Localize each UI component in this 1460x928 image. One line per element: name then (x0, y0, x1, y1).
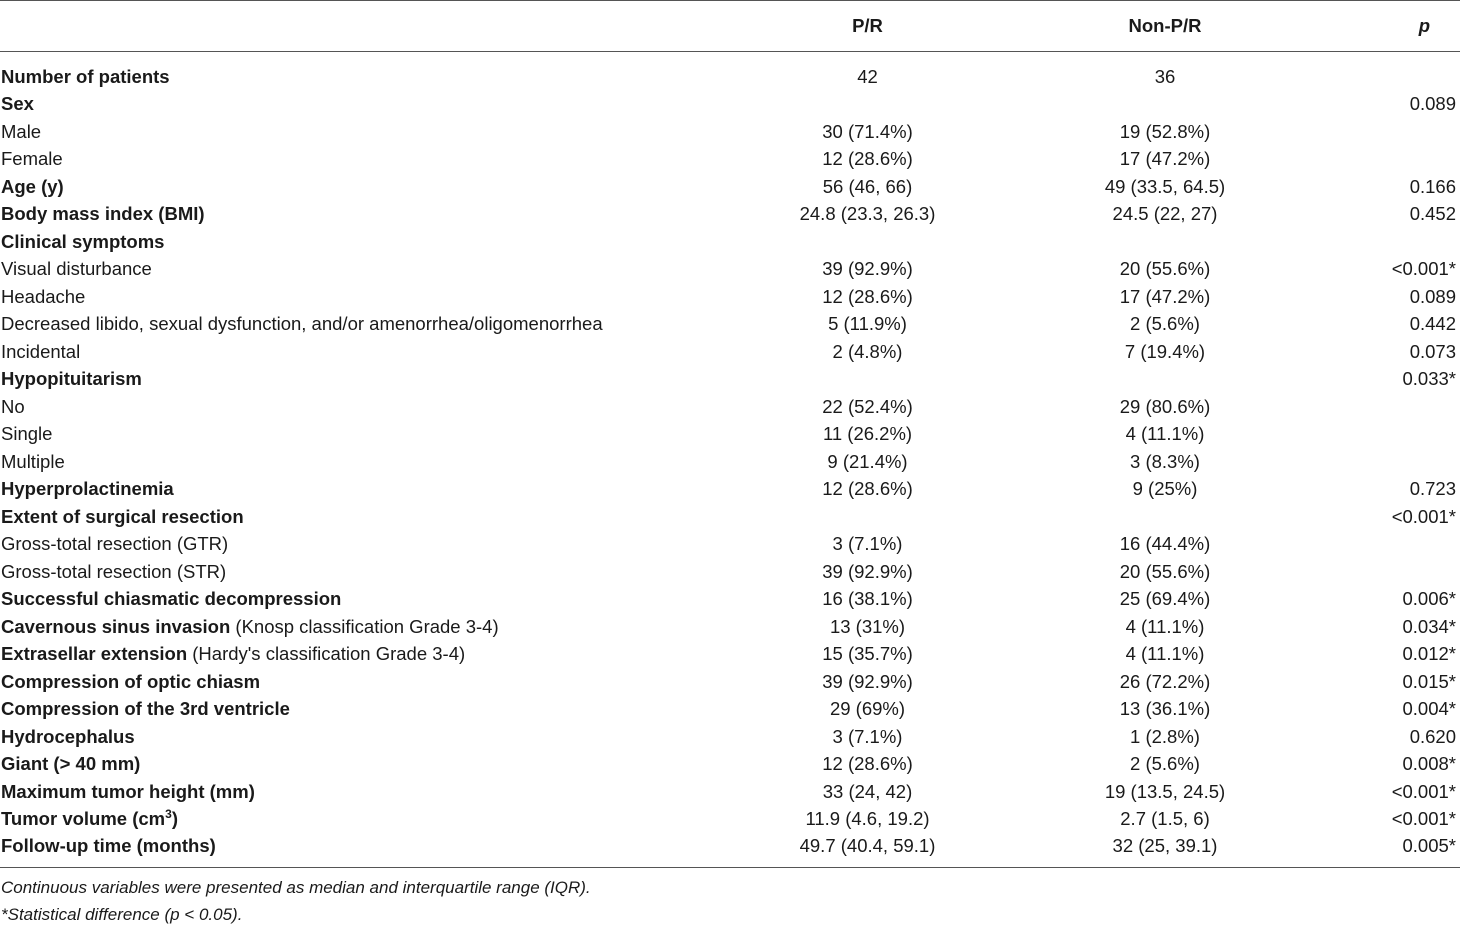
cell-p-value (1315, 421, 1460, 449)
table-row (0, 476, 1460, 504)
table-header-row (0, 1, 1460, 52)
cell-p-value (1315, 228, 1460, 256)
row-label (0, 311, 720, 339)
table-row (0, 393, 1460, 421)
row-label (0, 228, 720, 256)
cell-pr: 15 (35.7%) (822, 643, 913, 665)
row-label (0, 476, 720, 504)
table-row (0, 806, 1460, 834)
table-row (0, 173, 1460, 201)
cell-pr: 56 (46, 66) (822, 175, 913, 197)
row-label (0, 91, 720, 119)
table-body (0, 52, 1460, 868)
row-label-bold: Number of patients (1, 66, 170, 88)
header-non-pr: Non-P/R (1015, 1, 1315, 52)
table-row (0, 668, 1460, 696)
cell-pr: 29 (69%) (829, 698, 906, 720)
row-label-bold: Clinical symptoms (1, 230, 165, 252)
row-label-bold: Extent of surgical resection (1, 505, 244, 527)
cell-pr: 5 (11.9%) (828, 313, 907, 335)
row-label (0, 668, 720, 696)
cell-pr (720, 366, 1015, 394)
cell-pr: 30 (71.4%) (822, 120, 913, 142)
cell-p-value: 0.442 (1409, 313, 1456, 335)
header-label (0, 1, 720, 52)
row-label (0, 146, 720, 174)
cell-non-pr: 24.5 (22, 27) (1112, 203, 1218, 225)
row-label-bold: Follow-up time (months) (1, 834, 216, 856)
cell-non-pr: 29 (80.6%) (1119, 395, 1211, 417)
row-label (0, 173, 720, 201)
cell-p-value: <0.001* (1391, 258, 1456, 280)
cell-pr: 39 (92.9%) (822, 670, 913, 692)
row-label-text: No (1, 395, 25, 417)
table-row (0, 91, 1460, 119)
row-label-bold-tail: ) (171, 808, 178, 830)
cell-p-value: <0.001* (1391, 808, 1456, 830)
row-label (0, 283, 720, 311)
cell-p-value: 0.012* (1402, 643, 1456, 665)
cell-non-pr: 16 (44.4%) (1119, 533, 1211, 555)
cell-pr: 3 (7.1%) (832, 533, 903, 555)
cell-p-value: 0.004* (1402, 698, 1456, 720)
row-label-text: (Hardy's classification Grade 3-4) (187, 643, 466, 665)
row-label-bold: Sex (1, 93, 34, 115)
table-row (0, 366, 1460, 394)
table-row (0, 256, 1460, 284)
table-row (0, 751, 1460, 779)
cell-pr: 49.7 (40.4, 59.1) (720, 833, 1015, 867)
row-label (0, 696, 720, 724)
cell-non-pr (1015, 366, 1315, 394)
cell-pr (720, 503, 1015, 531)
cell-non-pr: 20 (55.6%) (1119, 258, 1211, 280)
cell-p-value (1315, 393, 1460, 421)
cell-non-pr: 25 (69.4%) (1119, 588, 1211, 610)
header-pr: P/R (720, 1, 1015, 52)
row-label-bold: Age (y) (1, 175, 64, 197)
cell-p-value (1315, 52, 1460, 91)
table-row (0, 118, 1460, 146)
cell-pr: 24.8 (23.3, 26.3) (799, 203, 936, 225)
table-row (0, 338, 1460, 366)
row-label (0, 118, 720, 146)
footnote: *Statistical difference (p < 0.05). (1, 904, 243, 924)
row-label-bold: Extrasellar extension (1, 643, 188, 665)
row-label (0, 366, 720, 394)
row-label (0, 778, 720, 806)
row-label (0, 201, 720, 229)
cell-non-pr (1015, 228, 1315, 256)
table-row (0, 778, 1460, 806)
row-label-text: Gross-total resection (STR) (1, 560, 227, 582)
cell-p-value: 0.006* (1402, 588, 1456, 610)
cell-non-pr: 2 (5.6%) (1130, 753, 1200, 775)
cell-pr: 12 (28.6%) (822, 753, 913, 775)
cell-non-pr: 13 (36.1%) (1119, 698, 1211, 720)
row-label (0, 256, 720, 284)
cell-p-value: 0.620 (1409, 725, 1456, 747)
row-label-text: Single (1, 423, 53, 445)
row-label (0, 833, 720, 867)
cell-p-value (1315, 558, 1460, 586)
row-label (0, 613, 720, 641)
cell-non-pr: 49 (33.5, 64.5) (1104, 175, 1226, 197)
row-label-text: Incidental (1, 340, 81, 362)
row-label (0, 806, 720, 834)
row-label-bold: Hydrocephalus (1, 725, 135, 747)
table-row (0, 696, 1460, 724)
row-label (0, 723, 720, 751)
cell-p-value (1315, 531, 1460, 559)
cell-non-pr (1015, 503, 1315, 531)
table-row (0, 52, 1460, 91)
cell-pr: 12 (28.6%) (822, 478, 913, 500)
cell-p-value: 0.033* (1402, 368, 1456, 390)
row-label-text: (Knosp classification Grade 3-4) (230, 615, 499, 637)
cell-non-pr: 2 (5.6%) (1130, 313, 1200, 335)
cell-pr: 39 (92.9%) (822, 258, 913, 280)
row-label (0, 52, 720, 91)
table-row (0, 723, 1460, 751)
cell-pr: 22 (52.4%) (822, 395, 913, 417)
cell-p-value: <0.001* (1391, 780, 1456, 802)
row-label (0, 558, 720, 586)
table-footnotes (0, 874, 1460, 928)
cell-p-value: 0.166 (1409, 175, 1456, 197)
cell-p-value: 0.089 (1409, 285, 1456, 307)
cell-p-value: <0.001* (1391, 505, 1456, 527)
table-row (0, 448, 1460, 476)
cell-p-value: 0.034* (1402, 615, 1456, 637)
cell-non-pr: 19 (13.5, 24.5) (1104, 780, 1226, 802)
row-label-text: Decreased libido, sexual dysfunction, and/or amenorrhea/oligomenorrhea (1, 313, 603, 335)
cell-non-pr: 26 (72.2%) (1119, 670, 1211, 692)
cell-p-value (1315, 448, 1460, 476)
cell-non-pr: 19 (52.8%) (1119, 120, 1211, 142)
row-label-bold: Successful chiasmatic decompression (1, 588, 342, 610)
row-label-bold: Tumor volume (cm (1, 808, 166, 830)
cell-non-pr: 9 (25%) (1132, 478, 1198, 500)
cell-pr: 42 (857, 66, 878, 88)
row-label-text: Multiple (1, 450, 65, 472)
cell-p-value: 0.015* (1402, 670, 1456, 692)
cell-pr: 12 (28.6%) (822, 148, 913, 170)
row-label-bold: Giant (> 40 mm) (1, 753, 141, 775)
cell-pr: 11 (26.2%) (822, 423, 913, 445)
row-label (0, 751, 720, 779)
row-label-bold: Hypopituitarism (1, 368, 142, 390)
row-label-superscript: 3 (165, 807, 172, 822)
cell-pr: 39 (92.9%) (822, 560, 913, 582)
cell-non-pr: 4 (11.1%) (1125, 643, 1205, 665)
cell-non-pr: 4 (11.1%) (1125, 423, 1205, 445)
row-label (0, 503, 720, 531)
table-row (0, 201, 1460, 229)
cell-p-value: 0.089 (1409, 93, 1456, 115)
table-row (0, 311, 1460, 339)
table-row (0, 228, 1460, 256)
cell-pr: 2 (4.8%) (832, 340, 903, 362)
cell-non-pr: 4 (11.1%) (1125, 615, 1205, 637)
cell-non-pr (1015, 91, 1315, 119)
cell-non-pr: 1 (2.8%) (1130, 725, 1200, 747)
cell-p-value: 0.008* (1402, 753, 1456, 775)
row-label-text: Headache (1, 285, 86, 307)
header-p-value: p (1315, 1, 1460, 52)
row-label-bold: Compression of the 3rd ventricle (1, 698, 290, 720)
table-row (0, 586, 1460, 614)
cell-non-pr: 20 (55.6%) (1119, 560, 1211, 582)
cell-p-value: 0.723 (1409, 478, 1456, 500)
row-label-bold: Cavernous sinus invasion (1, 615, 231, 637)
table-row (0, 146, 1460, 174)
cell-pr: 12 (28.6%) (822, 285, 913, 307)
cell-non-pr: 32 (25, 39.1) (1015, 833, 1315, 867)
table-row (0, 503, 1460, 531)
table-row (0, 641, 1460, 669)
cell-non-pr: 7 (19.4%) (1124, 340, 1206, 362)
row-label (0, 641, 720, 669)
row-label (0, 338, 720, 366)
row-label (0, 531, 720, 559)
cell-non-pr: 2.7 (1.5, 6) (1120, 808, 1210, 830)
footnote: Continuous variables were presented as median and interquartile range (IQR). (1, 877, 591, 897)
cell-p-value (1315, 146, 1460, 174)
cell-non-pr: 36 (1154, 66, 1176, 88)
cell-p-value (1315, 118, 1460, 146)
cell-non-pr: 17 (47.2%) (1119, 148, 1211, 170)
cell-p-value: 0.073 (1409, 340, 1456, 362)
row-label-text: Gross-total resection (GTR) (1, 533, 229, 555)
row-label-text: Female (1, 148, 63, 170)
table-row (0, 558, 1460, 586)
row-label (0, 393, 720, 421)
row-label (0, 421, 720, 449)
table-row (0, 283, 1460, 311)
row-label-bold: Maximum tumor height (mm) (1, 780, 255, 802)
row-label (0, 586, 720, 614)
table-row (0, 613, 1460, 641)
row-label-text: Male (1, 120, 42, 142)
row-label-bold: Body mass index (BMI) (1, 203, 205, 225)
cell-pr: 13 (31%) (829, 615, 906, 637)
cell-pr: 16 (38.1%) (822, 588, 913, 610)
cell-pr: 9 (21.4%) (827, 450, 908, 472)
table-row (0, 833, 1460, 867)
row-label-bold: Hyperprolactinemia (1, 478, 174, 500)
cell-pr: 33 (24, 42) (822, 780, 913, 802)
table-row (0, 421, 1460, 449)
cell-p-value: 0.005* (1315, 833, 1460, 867)
cell-pr (720, 91, 1015, 119)
cell-non-pr: 3 (8.3%) (1130, 450, 1200, 472)
cell-pr (720, 228, 1015, 256)
row-label-text: Visual disturbance (1, 258, 152, 280)
cell-pr: 11.9 (4.6, 19.2) (805, 808, 930, 830)
cell-p-value: 0.452 (1409, 203, 1456, 225)
row-label-bold: Compression of optic chiasm (1, 670, 261, 692)
table-row (0, 531, 1460, 559)
cell-pr: 3 (7.1%) (832, 725, 903, 747)
cell-non-pr: 17 (47.2%) (1119, 285, 1211, 307)
row-label (0, 448, 720, 476)
